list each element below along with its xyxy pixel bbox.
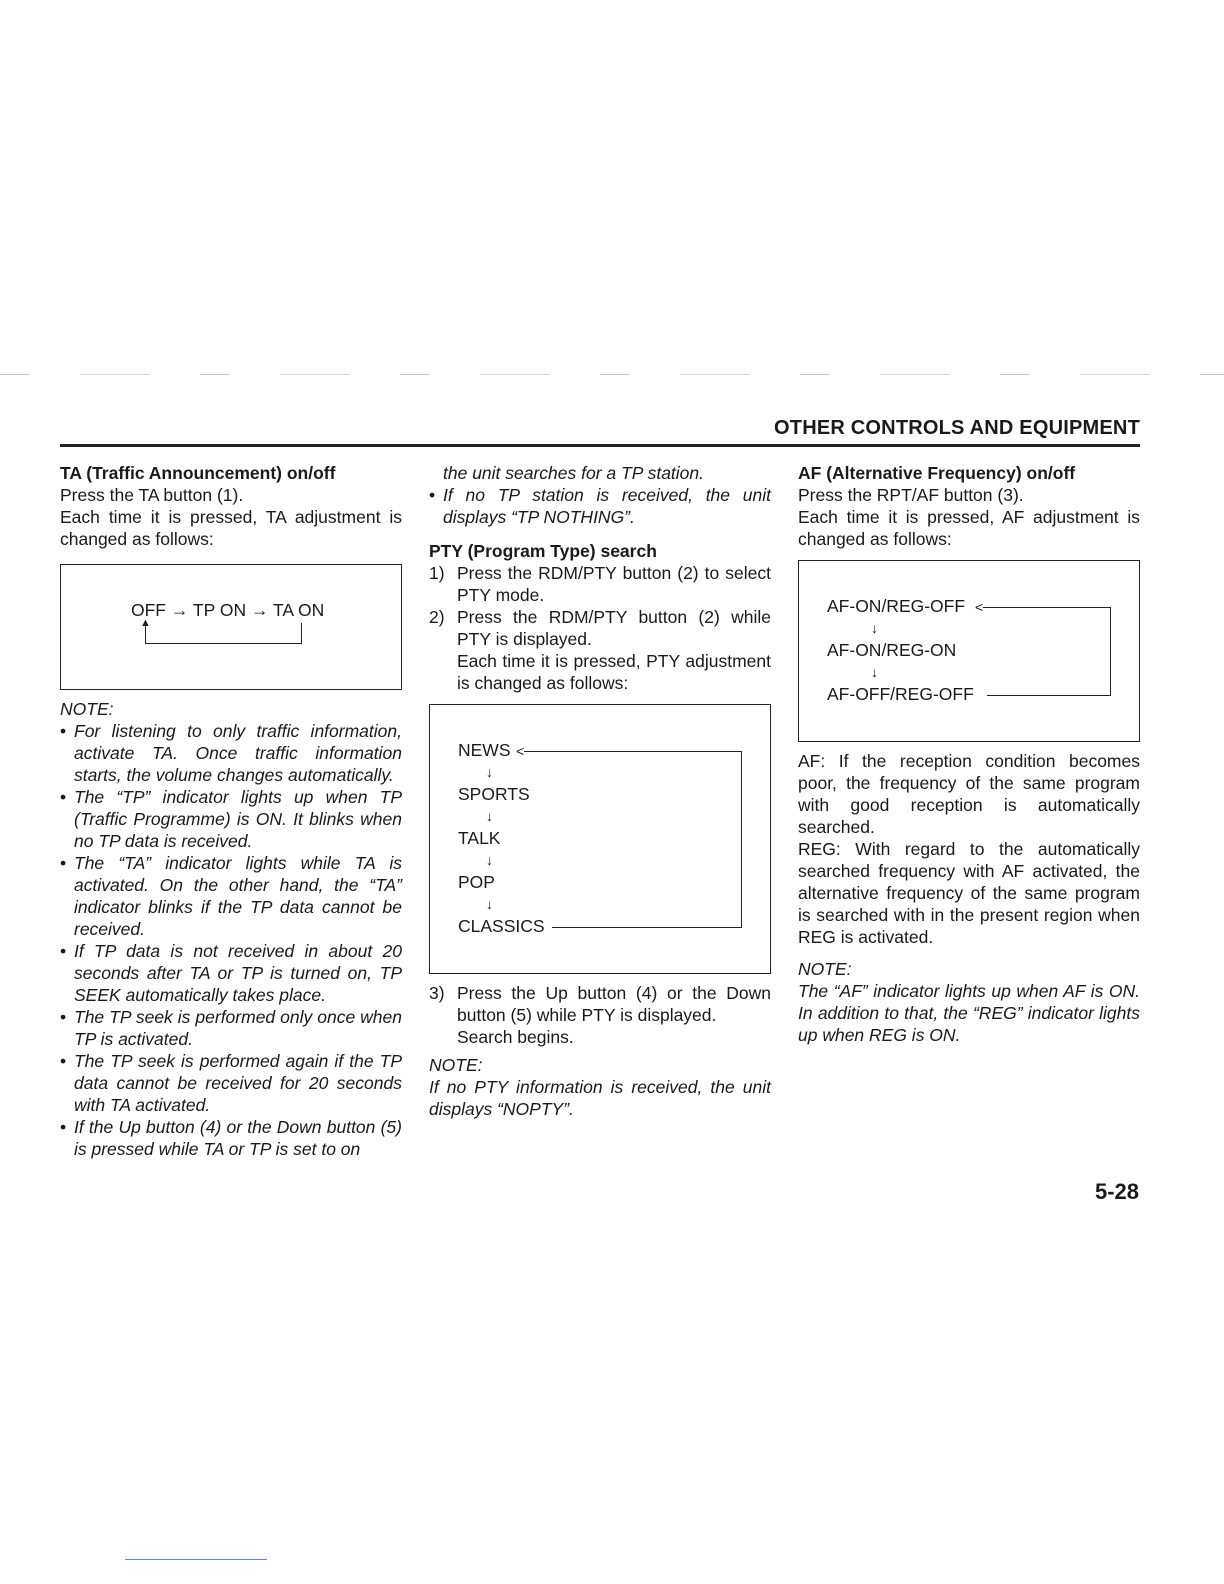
list-item: • The TP seek is performed again if the TP data cannot be received for 20 seconds with TA activated. xyxy=(60,1050,402,1116)
arrow-right-icon: → xyxy=(170,600,189,620)
pty-note-label: NOTE: xyxy=(429,1055,483,1075)
step-text-extra: Each time it is pressed, PTY adjustment is changed as follows: xyxy=(457,651,771,693)
pty-heading: PTY (Program Type) search xyxy=(429,541,657,561)
step-number: 2) xyxy=(429,607,445,627)
list-item: • If the Up button (4) or the Down button (5) is pressed while TA or TP is set to on xyxy=(60,1116,402,1160)
page-header xyxy=(60,414,1140,447)
arrow-up-icon: ▲ xyxy=(140,617,151,629)
af-flow-box xyxy=(798,560,1140,742)
column-ta xyxy=(60,462,402,1160)
step-number: 1) xyxy=(429,563,445,583)
pty-step3 xyxy=(429,982,771,1048)
reg-description: REG: With regard to the automatically searched frequency with AF activated, the alternative frequency of the same program is searched with in the present region when REG is activated. xyxy=(798,839,1140,947)
list-item xyxy=(429,562,771,606)
pty-flow-box xyxy=(429,704,771,974)
af-note: The “AF” indicator lights up when AF is ON. In addition to that, the “REG” indicator lights up when REG is ON. xyxy=(798,981,1140,1045)
pty-continued-list xyxy=(429,484,771,528)
list-item xyxy=(429,606,771,694)
af-flow-on-reg-off: AF-ON/REG-OFF xyxy=(827,596,966,616)
pty-continued: the unit searches for a TP station. xyxy=(443,463,705,483)
af-line1: Press the RPT/AF button (3). xyxy=(798,485,1024,505)
pty-loop-top xyxy=(524,751,741,752)
af-note-label: NOTE: xyxy=(798,959,852,979)
af-line2: Each time it is pressed, AF adjustment is changed as follows: xyxy=(798,507,1140,549)
arrow-down-icon: ↓ xyxy=(486,852,493,868)
list-item xyxy=(429,982,771,1048)
column-pty xyxy=(429,462,771,1120)
footer-link-underline xyxy=(125,1559,267,1560)
arrow-down-icon: ↓ xyxy=(486,764,493,780)
list-item: • If TP data is not received in about 20 seconds after TA or TP is turned on, TP SEEK automatically takes place. xyxy=(60,940,402,1006)
list-item: • If no TP station is received, the unit displays “TP NOTHING”. xyxy=(429,484,771,528)
column-af xyxy=(798,462,1140,1046)
arrow-left-icon: < xyxy=(975,599,984,615)
ta-flow-off: OFF xyxy=(131,600,166,620)
list-item: • The TP seek is performed only once when TP is activated. xyxy=(60,1006,402,1050)
scan-artifact-line xyxy=(0,374,1224,375)
pty-steps xyxy=(429,562,771,694)
page-number: 5-28 xyxy=(1094,1179,1139,1204)
ta-flow-sequence xyxy=(131,599,324,621)
arrow-down-icon: ↓ xyxy=(486,896,493,912)
step-number: 3) xyxy=(429,983,445,1003)
pty-flow-talk: TALK xyxy=(458,828,501,848)
arrow-down-icon: ↓ xyxy=(871,620,878,636)
ta-line2: Each time it is pressed, TA adjustment is changed as follows: xyxy=(60,507,402,549)
af-flow-off-reg-off: AF-OFF/REG-OFF xyxy=(827,684,974,704)
arrow-down-icon: ↓ xyxy=(486,808,493,824)
ta-loop-bottom xyxy=(145,643,301,644)
step-text: Press the RDM/PTY button (2) to select PTY mode. xyxy=(457,563,771,605)
arrow-left-icon: < xyxy=(516,743,525,759)
pty-flow-sports: SPORTS xyxy=(458,784,530,804)
list-item: • The “TA” indicator lights while TA is activated. On the other hand, the “TA” indicator blinks if the TP data cannot be received. xyxy=(60,852,402,940)
step-text: Press the RDM/PTY button (2) while PTY is displayed. xyxy=(457,607,771,649)
af-loop-right xyxy=(1110,607,1111,696)
af-loop-top xyxy=(983,607,1110,608)
ta-loop-right xyxy=(301,623,302,644)
af-heading: AF (Alternative Frequency) on/off xyxy=(798,463,1076,483)
arrow-down-icon: ↓ xyxy=(871,664,878,680)
ta-note-label: NOTE: xyxy=(60,699,114,719)
af-loop-bottom xyxy=(987,695,1111,696)
step-text-extra: Search begins. xyxy=(457,1027,574,1047)
ta-line1: Press the TA button (1). xyxy=(60,485,244,505)
af-description: AF: If the reception condition becomes poor, the frequency of the same program with good reception is automatically searched. xyxy=(798,751,1140,837)
pty-loop-bottom xyxy=(552,927,742,928)
pty-flow-pop: POP xyxy=(458,872,495,892)
pty-flow-classics: CLASSICS xyxy=(458,916,545,936)
pty-note: If no PTY information is received, the unit displays “NOPTY”. xyxy=(429,1077,771,1119)
step-text: Press the Up button (4) or the Down button (5) while PTY is displayed. xyxy=(457,983,771,1025)
ta-flow-box xyxy=(60,564,402,690)
list-item: • The “TP” indicator lights up when TP (Traffic Programme) is ON. It blinks when no TP data is received. xyxy=(60,786,402,852)
ta-flow-tp-on: TP ON xyxy=(192,600,247,620)
ta-notes-list xyxy=(60,720,402,1160)
arrow-right-icon: → xyxy=(250,600,269,620)
list-item: • For listening to only traffic information, activate TA. Once traffic information starts, the volume changes automatically. xyxy=(60,720,402,786)
section-title: OTHER CONTROLS AND EQUIPMENT xyxy=(774,417,1140,439)
pty-flow-news: NEWS xyxy=(458,740,511,760)
af-flow-on-reg-on: AF-ON/REG-ON xyxy=(827,640,957,660)
ta-heading: TA (Traffic Announcement) on/off xyxy=(60,463,336,483)
ta-flow-ta-on: TA ON xyxy=(273,600,325,620)
pty-loop-right xyxy=(741,751,742,928)
